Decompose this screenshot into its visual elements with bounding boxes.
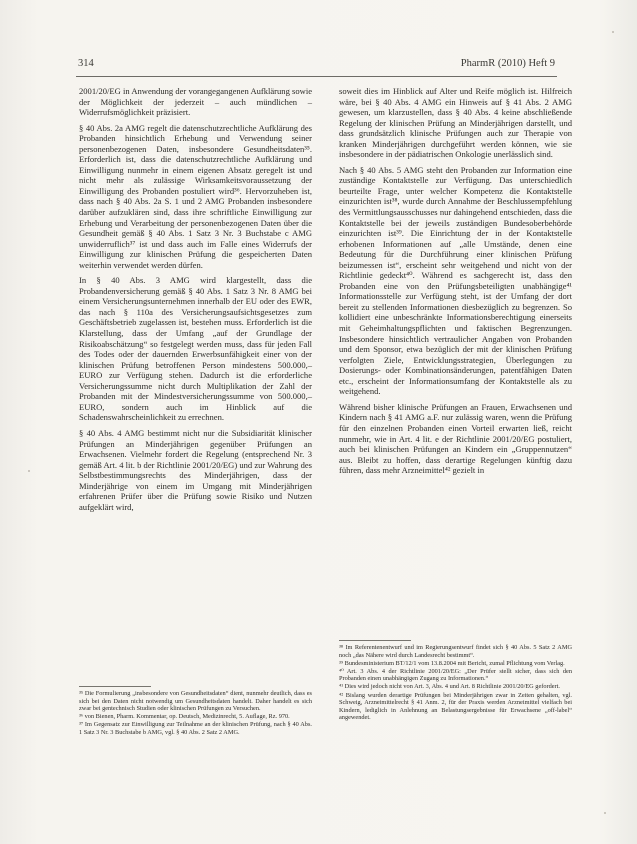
footnotes-left xyxy=(79,690,312,737)
footnote: ³⁸ Im Referentenentwurf und im Regierungsentwurf findet sich § 40 Abs. 5 Satz 2 AMG noch „das Nähere wird durch Landesrecht bestimmt“. xyxy=(339,644,572,659)
page-number: 314 xyxy=(78,58,94,69)
paragraph: soweit dies im Hinblick auf Alter und Reife möglich ist. Hilfreich wäre, bei § 40 Abs. 4 AMG ein Hinweis auf § 41 Abs. 2 AMG gewesen, um klarzustellen, dass § 40 Abs. 4 keine abschließende Regelung der klinischen Prüfung an Minderjährigen darstellt, und dass grundsätzlich klinische Prüfungen auch zur Therapie von kranken Minderjährigen durchgeführt werden können, wie sie insbesondere in der pädiatrischen Onkologie unerlässlich sind. xyxy=(339,86,572,160)
right-column xyxy=(339,86,572,481)
footnote-divider xyxy=(79,686,151,687)
left-column xyxy=(79,86,312,517)
footnote: ³⁵ Die Formulierung „insbesondere von Gesundheitsdaten“ dient, nunmehr deutlich, dass es sich bei den Daten nicht notwendig um Gesundheitsdaten handelt. Daher handelt es sich zwar bei gentechnisch Studien oder klinischen Prüfungen zu Versuchen. xyxy=(79,690,312,713)
footnote: ⁴⁰ Art. 3 Abs. 4 der Richtlinie 2001/20/EG: „Der Prüfer stellt sicher, dass sich den Probanden einen unabhängigen Zugang zu Informationen.“ xyxy=(339,667,572,683)
scan-speck xyxy=(612,31,614,33)
footnote-divider xyxy=(339,640,411,641)
footnote: ³⁹ Bundesministerium BT/12/1 vom 13.8.2004 mit Bericht, zumal Pflichtung vom Verlag. xyxy=(339,659,565,667)
page-header xyxy=(78,58,555,74)
paragraph: § 40 Abs. 4 AMG bestimmt nicht nur die Subsidiarität klinischer Prüfungen an Minderjährigen gegenüber Prüfungen an Erwachsenen. Vielmehr fordert die Regelung (entsprechend Nr. 3 gemäß Art. 4 lit. b der Richtlinie 2001/20/EG) und zur Wahrung des Selbstbestimmungsrechts des Minderjährigen, dass der Minderjährige von einem im Umgang mit Minderjährigen erfahrenen Prüfer über die Prüfung sowie Risiko und Nutzen aufgeklärt wird, xyxy=(79,427,312,512)
scan-speck xyxy=(604,812,606,814)
footnotes-right xyxy=(339,644,572,722)
footnote: ⁴¹ Dies wird jedoch nicht von Art. 3, Abs. 4 und Art. 8 Richtlinie 2001/20/EG gefordert. xyxy=(339,683,560,691)
journal-citation: PharmR (2010) Heft 9 xyxy=(460,58,555,69)
paragraph: 2001/20/EG in Anwendung der vorangegangenen Aufklärung sowie der Möglichkeit der jederzeit – auch mündlichen – Widerrufsmöglichkeit präzisiert. xyxy=(79,86,312,118)
header-rule xyxy=(76,76,557,77)
paragraph: Während bisher klinische Prüfungen an Frauen, Erwachsenen und Kindern nach § 41 AMG a.F. nur zulässig waren, wenn die Prüfung für den einzelnen Probanden einen Vorteil erwarten ließ, reicht nunmehr, wie in Art. 4 lit. e der Richtlinie 2001/20/EG postuliert, auch bei klinischen Prüfungen an Kindern ein „Gruppennutzen“ aus. Bleibt zu hoffen, dass derartige Regelungen künftig dazu führen, dass mehr Arzneimittel⁴² gezielt in xyxy=(339,401,572,476)
scan-speck xyxy=(28,470,30,472)
footnote: ⁴² Bislang wurden derartige Prüfungen bei Minderjährigen zwar in Zeiten gehalten, vgl. Schweig, Arzneimittelrecht § 41 Anm. 2, für der Praxis werden Arzneimittel vielfach bei Kindern, lediglich in Anlehnung an Belastungsergebnisse für Erwachsene „off-label“ angewendet. xyxy=(339,691,572,722)
paragraph: In § 40 Abs. 3 AMG wird klargestellt, dass die Probandenversicherung gemäß § 40 Abs. 1 Satz 3 Nr. 8 AMG bei einem Versicherungsunternehmen innerhalb der EU oder des EWR, das nach § 110a des Versicherungsaufsichtsgesetzes zum Geschäftsbetrieb zugelassen ist, bestehen muss. Erforderlich ist die Klarstellung, dass der Umfang „auf der Grundlage der Risikoabschätzung“ so festgelegt werden muss, dass für jeden Fall des Todes oder der dauernden Erwerbsunfähigkeit einer von der klinischen Prüfung betroffenen Person mindestens 500.000,– EURO zur Verfügung stehen. Dadurch ist die erforderliche Versicherungssumme nicht durch Multiplikation der Zahl der Probanden mit der Mindestversicherungssumme von 500.000,– EURO, sondern auch im Hinblick auf die Schadenswahrscheinlichkeit zu errechnen. xyxy=(79,275,312,423)
paragraph: § 40 Abs. 2a AMG regelt die datenschutzrechtliche Aufklärung des Probanden hinsichtlich Erhebung und Verwendung seiner personenbezogenen Daten, insbesondere Gesundheitsdaten³⁵. Erforderlich ist, dass die datenschutzrechtliche Aufklärung und Einwilligung nunmehr in einem eigenen Absatz geregelt ist und nicht mehr als zulässige Wirksamkeitsvoraussetzung der Einwilligung des Probanden postuliert wird³⁶. Hervorzuheben ist, dass nach § 40 Abs. 2a S. 1 und 2 AMG Probanden insbesondere darüber aufzuklären sind, dass ihre schriftliche Einwilligung zur Erhebung und Verarbeitung der personenbezogenen Daten über die Gesundheit gemäß § 40 Abs. 1 Satz 3 Nr. 3 Buchstabe c AMG unwiderruflich³⁷ ist und dass auch im Falle eines Widerrufs der Einwilligung zur klinischen Prüfung die gespeicherten Daten weiterhin verwendet werden dürfen. xyxy=(79,122,312,270)
footnote: ³⁶ von Bienen, Pharm. Kommentar, op. Deutsch, Medizinrecht, 5. Auflage, Rz. 970. xyxy=(79,713,290,721)
paragraph: Nach § 40 Abs. 5 AMG steht den Probanden zur Information eine zuständige Kontaktstelle zur Verfügung. Das unterschiedlich beurteilte Frage, unter welcher Kompetenz die Kontaktstelle einzurichten ist³⁸, wurde durch Annahme der Beschlussempfehlung des Vermittlungsausschusses nur dahingehend entschieden, dass die Kontaktstelle bei der jeweils zuständigen Bundesoberbehörde einzurichten ist³⁹. Die Einrichtung der in der Kontaktstelle erhobenen Informationen auf „alle Umstände, denen eine Bedeutung für die Durchführung einer klinischen Prüfung beizumessen ist“, erscheint sehr weitgehend und nicht von der Richtlinie gedeckt⁴⁰. Während es sachgerecht ist, dass den Probanden eine von den Prüfungsbeteiligten unabhängige⁴¹ Informationsstelle zur Verfügung steht, ist der Umfang der dort bereit zu stellenden Informationen diesbezüglich zu begrenzen. So kollidiert eine unbeschränkte Informationsberechtigung einerseits mit Geheimhaltungspflichten und faktischen Begrenzungen. Insbesondere hinsichtlich vertraulicher Angaben von Probanden und dem Sponsor, etwa bezüglich der mit der klinischen Prüfung verfolgten Ziele, Entwicklungsstrategien, Überlegungen zu Dosierungs- oder Kombinationsänderungen, patentfähigen Daten etc., erscheint der Informationsumfang der Kontaktstelle als zu weitgehend. xyxy=(339,164,572,397)
footnote: ³⁷ Im Gegensatz zur Einwilligung zur Teilnahme an der klinischen Prüfung, nach § 40 Abs. 1 Satz 3 Nr. 3 Buchstabe b AMG, vgl. § 40 Abs. 2 Satz 2 AMG. xyxy=(79,721,312,736)
